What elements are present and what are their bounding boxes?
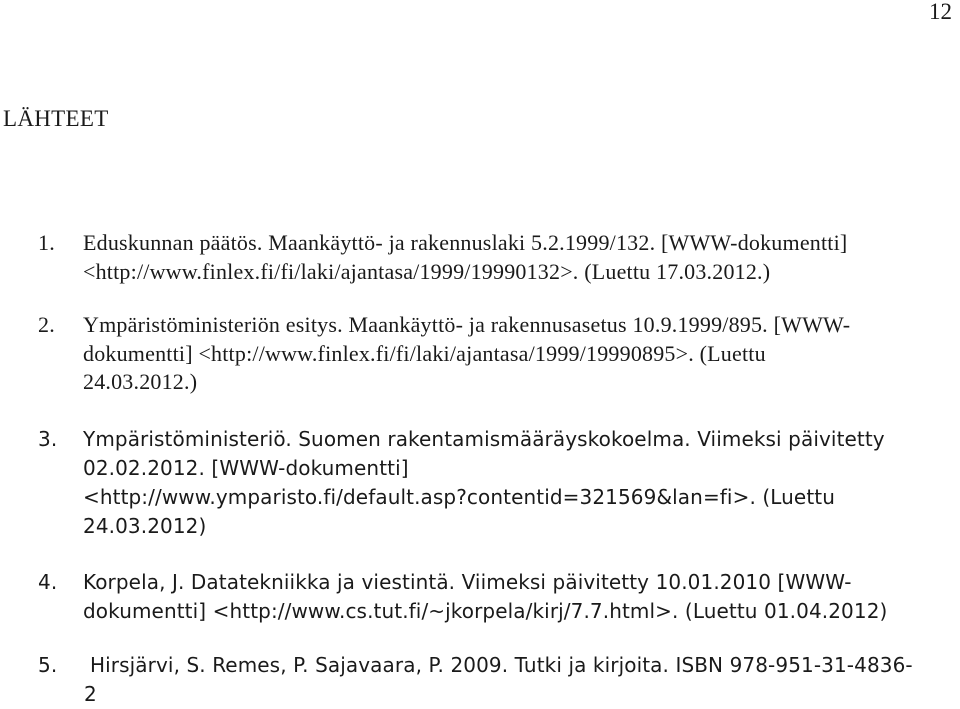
reference-line: 24.03.2012) bbox=[83, 514, 207, 538]
reference-text bbox=[83, 425, 960, 541]
page-heading: LÄHTEET bbox=[3, 106, 109, 131]
reference-number: 1. bbox=[38, 230, 55, 255]
reference-line: <http://www.ymparisto.fi/default.asp?contentid=321569&lan=fi>. (Luettu bbox=[83, 485, 835, 509]
reference-line: Eduskunnan päätös. Maankäyttö- ja rakennuslaki 5.2.1999/132. [WWW-dokumentti] bbox=[83, 230, 848, 255]
reference-line: dokumentti] <http://www.cs.tut.fi/~jkorpela/kirj/7.7.html>. (Luettu 01.04.2012) bbox=[83, 599, 888, 623]
reference-number: 5. bbox=[38, 653, 58, 677]
reference-line: 2 bbox=[84, 682, 97, 706]
page-number: 12 bbox=[929, 0, 952, 24]
reference-number: 3. bbox=[38, 427, 58, 451]
reference-line: Hirsjärvi, S. Remes, P. Sajavaara, P. 2009. Tutki ja kirjoita. ISBN 978-951-31-4836- bbox=[90, 653, 913, 677]
reference-line: Ympäristöministeriö. Suomen rakentamismääräyskokoelma. Viimeksi päivitetty bbox=[83, 427, 885, 451]
reference-line: Ympäristöministeriön esitys. Maankäyttö- ja rakennusasetus 10.9.1999/895. [WWW- bbox=[83, 312, 851, 337]
reference-text bbox=[83, 229, 960, 286]
reference-line: Korpela, J. Datatekniikka ja viestintä. Viimeksi päivitetty 10.01.2010 [WWW- bbox=[83, 570, 852, 594]
reference-line: 24.03.2012.) bbox=[83, 369, 198, 394]
reference-text bbox=[83, 568, 960, 626]
reference-line: <http://www.finlex.fi/fi/laki/ajantasa/1999/19990132>. (Luettu 17.03.2012.) bbox=[83, 258, 771, 284]
reference-number: 2. bbox=[38, 312, 55, 337]
reference-text bbox=[84, 651, 960, 709]
reference-number: 4. bbox=[38, 570, 58, 594]
reference-line: dokumentti] <http://www.finlex.fi/fi/laki/ajantasa/1999/19990895>. (Luettu bbox=[83, 340, 766, 366]
reference-text bbox=[83, 311, 960, 397]
reference-line: 02.02.2012. [WWW-dokumentti] bbox=[83, 456, 409, 480]
